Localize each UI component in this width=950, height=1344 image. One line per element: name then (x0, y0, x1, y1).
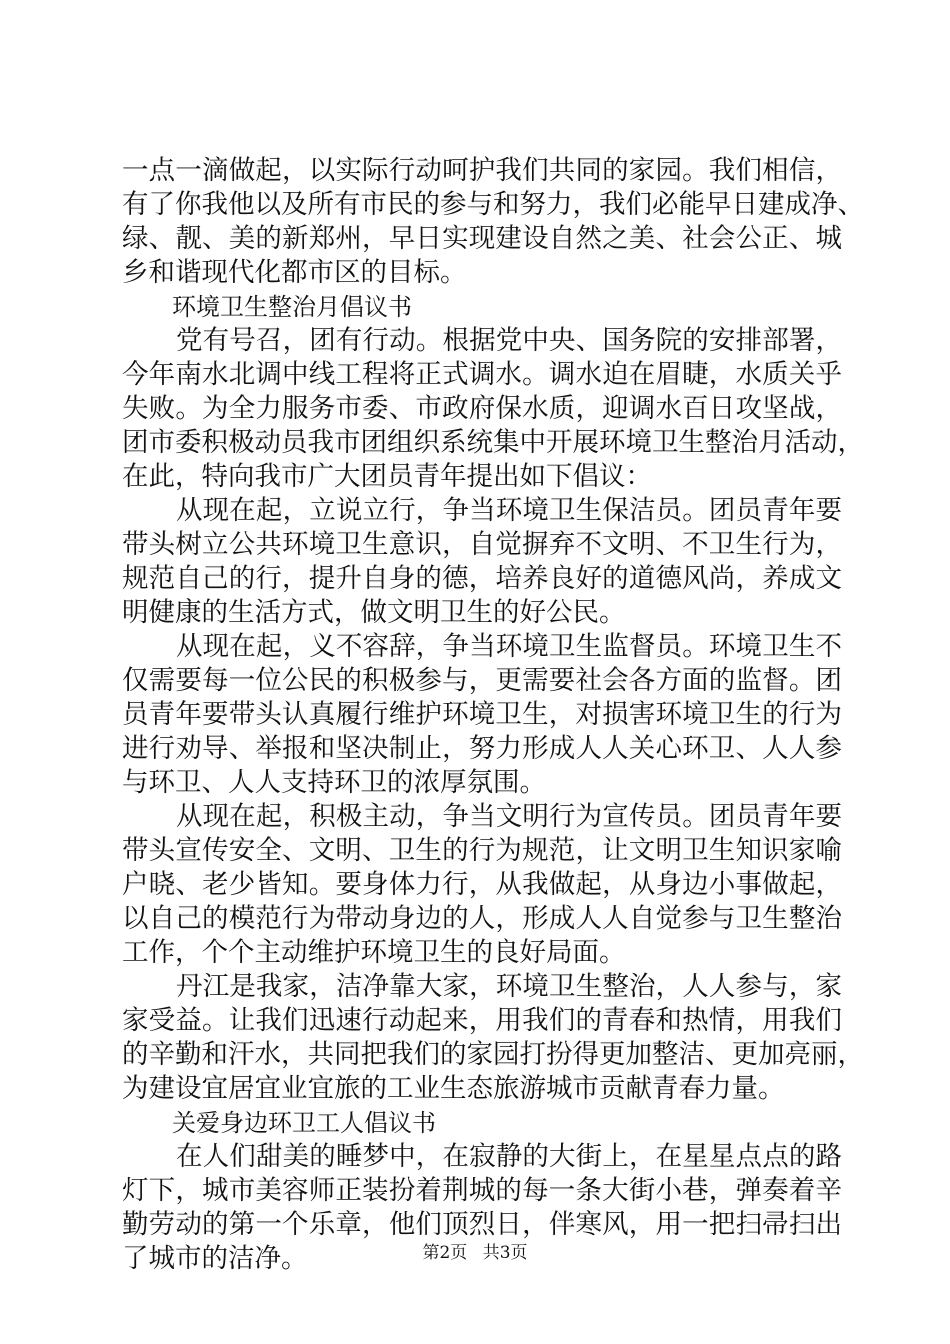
text-line: 丹江是我家，洁净靠大家，环境卫生整治，人人参与，家 (176, 971, 842, 1002)
text-line: 与环卫、人人支持环卫的浓厚氛围。 (122, 767, 546, 798)
text-line: 规范自己的行，提升自身的德，培养良好的道德风尚，养成文 (122, 563, 842, 594)
section-heading: 环境卫生整治月倡议书 (172, 293, 412, 321)
text-line: 从现在起，立说立行，争当环境卫生保洁员。团员青年要 (176, 495, 842, 526)
text-line: 在此，特向我市广大团员青年提出如下倡议： (122, 461, 652, 492)
text-line: 仅需要每一位公民的积极参与，更需要社会各方面的监督。团 (122, 665, 842, 696)
text-line: 为建设宜居宜业宜旅的工业生态旅游城市贡献青春力量。 (122, 1073, 785, 1104)
document-body (122, 154, 864, 1276)
text-line: 户晓、老少皆知。要身体力行，从我做起，从身边小事做起， (122, 869, 842, 900)
page-footer (0, 1242, 950, 1264)
text-line: 在人们甜美的睡梦中，在寂静的大街上，在星星点点的路 (176, 1141, 842, 1172)
text-line: 以自己的模范行为带动身边的人，形成人人自觉参与卫生整治 (122, 903, 842, 934)
text-line: 从现在起，积极主动，争当文明行为宣传员。团员青年要 (176, 801, 842, 832)
text-line: 带头树立公共环境卫生意识，自觉摒弃不文明、不卫生行为， (122, 529, 842, 560)
text-line: 从现在起，义不容辞，争当环境卫生监督员。环境卫生不 (176, 631, 842, 662)
text-line: 勤劳动的第一个乐章，他们顶烈日，伴寒风，用一把扫帚扫出 (122, 1209, 842, 1240)
section-heading: 关爱身边环卫工人倡议书 (172, 1109, 436, 1137)
text-line: 明健康的生活方式，做文明卫生的好公民。 (122, 597, 626, 628)
text-line: 今年南水北调中线工程将正式调水。调水迫在眉睫，水质关乎 (122, 359, 842, 390)
page-number: 第2页 (422, 1243, 468, 1263)
text-line: 团市委积极动员我市团组织系统集中开展环境卫生整治月活动， (122, 427, 864, 458)
text-line: 的辛勤和汗水，共同把我们的家园打扮得更加整洁、更加亮丽， (122, 1039, 864, 1070)
text-line: 工作，个个主动维护环境卫生的良好局面。 (122, 937, 626, 968)
text-line: 乡和谐现代化都市区的目标。 (122, 257, 467, 288)
text-line: 带头宣传安全、文明、卫生的行为规范，让文明卫生知识家喻 (122, 835, 842, 866)
text-line: 一点一滴做起，以实际行动呵护我们共同的家园。我们相信， (122, 155, 842, 186)
text-line: 家受益。让我们迅速行动起来，用我们的青春和热情，用我们 (122, 1005, 842, 1036)
text-line: 进行劝导、举报和坚决制止，努力形成人人关心环卫、人人参 (122, 733, 842, 764)
text-line: 绿、靓、美的新郑州，早日实现建设自然之美、社会公正、城 (122, 223, 842, 254)
text-line: 失败。为全力服务市委、市政府保水质，迎调水百日攻坚战， (122, 393, 842, 424)
text-line: 有了你我他以及所有市民的参与和努力，我们必能早日建成净、 (122, 189, 864, 220)
text-line: 党有号召，团有行动。根据党中央、国务院的安排部署， (176, 325, 842, 356)
page-total: 共3页 (482, 1243, 528, 1263)
text-line: 员青年要带头认真履行维护环境卫生，对损害环境卫生的行为 (122, 699, 842, 730)
text-line: 灯下，城市美容师正装扮着荆城的每一条大街小巷，弹奏着辛 (122, 1175, 842, 1206)
text-line: 了城市的洁净。 (122, 1243, 308, 1274)
